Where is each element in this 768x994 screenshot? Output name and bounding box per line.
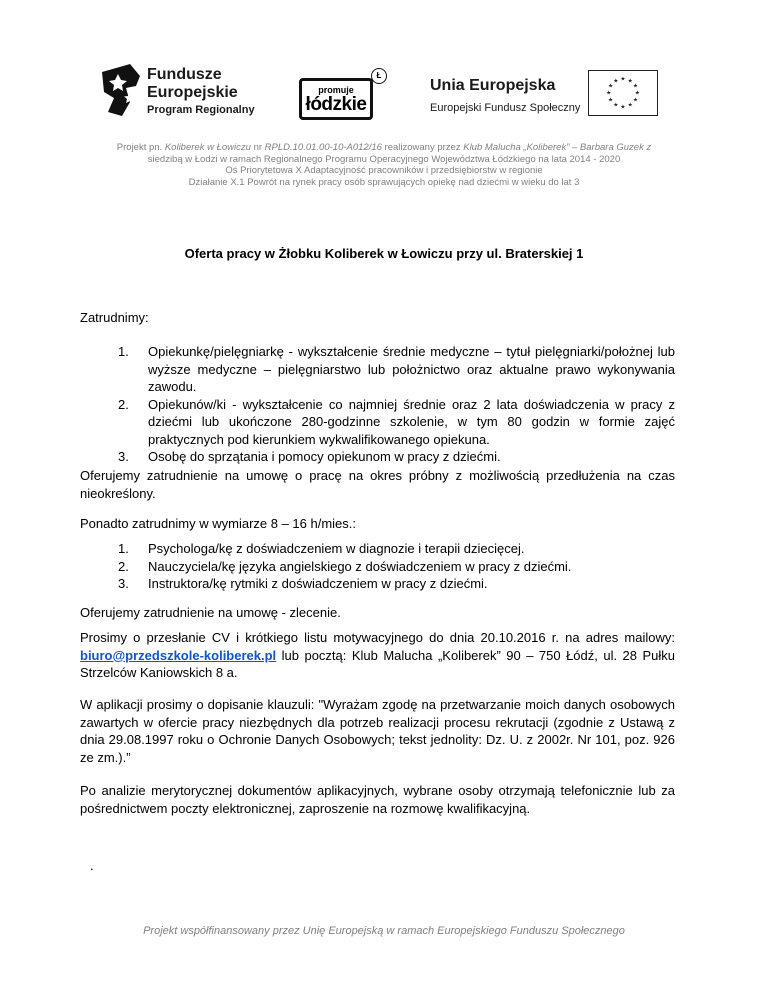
svg-text:★: ★ bbox=[632, 97, 639, 104]
project-organization: Klub Malucha „Koliberek” – Barbara Guzek z bbox=[463, 142, 652, 153]
promuje-label: promuje bbox=[318, 85, 354, 95]
list-item-text: Nauczyciela/kę języka angielskiego z doświadczeniem w pracy z dziećmi. bbox=[148, 558, 572, 574]
document-title: Oferta pracy w Żłobku Koliberek w Łowiczu przy ul. Braterskiej 1 bbox=[184, 246, 584, 261]
lodzkie-label: łódzkie bbox=[305, 94, 367, 115]
svg-text:★: ★ bbox=[613, 78, 619, 85]
list-number: 1. bbox=[118, 344, 129, 359]
list-number: 3. bbox=[118, 576, 129, 591]
list-item bbox=[118, 343, 675, 396]
list-item bbox=[118, 558, 675, 576]
footer-note: Projekt współfinansowany przez Unię Europejską w ramach Europejskiego Funduszu Społecznego bbox=[143, 925, 625, 937]
lodzkie-badge-icon: Ł bbox=[371, 68, 387, 84]
project-name: Koliberek w Łowiczu bbox=[164, 142, 251, 153]
eu-flag-icon bbox=[588, 70, 658, 116]
project-number: RPLD.10.01.00-10-A012/16 bbox=[264, 142, 382, 153]
additional-positions-list bbox=[118, 540, 675, 593]
svg-text:★: ★ bbox=[620, 76, 626, 83]
svg-text:★: ★ bbox=[627, 102, 633, 109]
positions-list bbox=[118, 343, 675, 466]
fundusze-europejskie-logo bbox=[100, 62, 270, 120]
svg-text:★: ★ bbox=[627, 78, 633, 85]
program-regionalny-label: Program Regionalny bbox=[147, 104, 255, 116]
efs-label: Europejski Fundusz Społeczny bbox=[430, 102, 581, 114]
consent-clause-paragraph: W aplikacji prosimy o dopisanie klauzuli: "Wyrażam zgodę na przetwarzanie moich danych osobowych zawartych w ofercie pracy niezbędnych dla potrzeb realizacji procesu rekrutacji (zgodnie z Ustawą z dnia 29.08.1997 roku o Ochronie Danych Osobowych; tekst jednolity: Dz. U. z 2002r. Nr 101, poz. 926 ze zm.).” bbox=[80, 697, 675, 765]
project-by-label: realizowany przez bbox=[384, 142, 461, 153]
list-number: 2. bbox=[118, 558, 129, 574]
project-info-header bbox=[60, 142, 708, 188]
cv-text-before: Prosimy o przesłanie CV i krótkiego listu motywacyjnego do dnia 20.10.2016 r. na adres mailowy: bbox=[80, 630, 675, 645]
zatrudnimy-heading: Zatrudnimy: bbox=[80, 310, 149, 325]
offer-contract-paragraph: Oferujemy zatrudnienie na umowę - zlecenie. bbox=[80, 605, 341, 620]
trailing-dot: . bbox=[90, 858, 94, 873]
promuje-lodzkie-logo bbox=[299, 68, 389, 122]
list-item-text: Opiekunkę/pielęgniarkę - wykształcenie średnie medyczne – tytuł pielęgniarki/położnej lub wyższe medyczne – pielęgniarstwo lub położnictwo oraz aktualne prawo wykonywania zawodu. bbox=[148, 344, 675, 394]
list-item-text: Osobę do sprzątania i pomocy opiekunom w pracy z dziećmi. bbox=[148, 449, 501, 464]
list-item-text: Psychologa/kę z doświadczeniem w diagnozie i terapii dziecięcej. bbox=[148, 541, 525, 556]
list-item bbox=[118, 396, 675, 449]
list-item bbox=[118, 540, 675, 558]
lodzkie-frame bbox=[299, 78, 373, 120]
project-info-line4: Działanie X.1 Powrót na rynek pracy osób sprawujących opiekę nad dziećmi w wieku do lat 3 bbox=[188, 176, 580, 188]
unia-europejska-label: Unia Europejska bbox=[430, 77, 556, 94]
project-info-line3: Oś Priorytetowa X Adaptacyjność pracowników i przedsiębiorstw w regionie bbox=[225, 165, 543, 176]
project-nr-label: nr bbox=[253, 142, 263, 153]
svg-text:★: ★ bbox=[613, 102, 619, 109]
svg-text:★: ★ bbox=[607, 97, 614, 104]
svg-text:★: ★ bbox=[632, 83, 639, 90]
selection-process-paragraph: Po analizie merytorycznej dokumentów aplikacyjnych, wybrane osoby otrzymają telefonicznie lub za pośrednictwem poczty elektronicznej, zaproszenie na rozmowę kwalifikacyjną. bbox=[80, 783, 675, 816]
list-item-text: Opiekunów/ki - wykształcenie co najmniej średnie oraz 2 lata doświadczenia w pracy z dziećmi lub ukończone 280-godzinne szkolenie, w tym 80 godzin w formie zajęć praktycznych pod kierunkiem wykwalifikowanego opiekuna. bbox=[148, 396, 675, 447]
list-item bbox=[118, 448, 675, 466]
svg-text:★: ★ bbox=[620, 104, 626, 111]
ponadto-paragraph: Ponadto zatrudnimy w wymiarze 8 – 16 h/mies.: bbox=[80, 516, 357, 531]
svg-text:★: ★ bbox=[607, 83, 614, 90]
email-link[interactable]: biuro@przedszkole-koliberek.pl bbox=[80, 647, 277, 663]
list-item-text: Instruktora/kę rytmiki z doświadczeniem w pracy z dziećmi. bbox=[148, 576, 488, 591]
europejskie-label: Europejskie bbox=[147, 84, 238, 101]
list-number: 3. bbox=[118, 449, 129, 464]
svg-text:★: ★ bbox=[606, 90, 612, 97]
fundusze-label: Fundusze bbox=[147, 66, 222, 83]
svg-text:★: ★ bbox=[634, 90, 640, 97]
cv-text-after: lub pocztą: Klub Malucha „Koliberek” 90 – 750 Łódź, ul. 28 Pułku Strzelców Kaniowskich 8 a. bbox=[80, 647, 675, 680]
project-prefix: Projekt pn. bbox=[116, 142, 163, 153]
unia-europejska-logo bbox=[430, 70, 670, 126]
fundusze-europejskie-emblem-icon bbox=[100, 62, 144, 118]
logo-strip bbox=[0, 62, 768, 124]
project-info-line2: siedzibą w Łodzi w ramach Regionalnego Programu Operacyjnego Województwa Łódzkiego na lata 2014 - 2020 bbox=[147, 153, 621, 165]
list-number: 1. bbox=[118, 541, 129, 556]
list-number: 2. bbox=[118, 396, 129, 412]
cv-submission-paragraph bbox=[80, 629, 675, 682]
list-item bbox=[118, 575, 675, 593]
offer-employment-paragraph: Oferujemy zatrudnienie na umowę o pracę na okres próbny z możliwością przedłużenia na czas nieokreślony. bbox=[80, 468, 675, 501]
